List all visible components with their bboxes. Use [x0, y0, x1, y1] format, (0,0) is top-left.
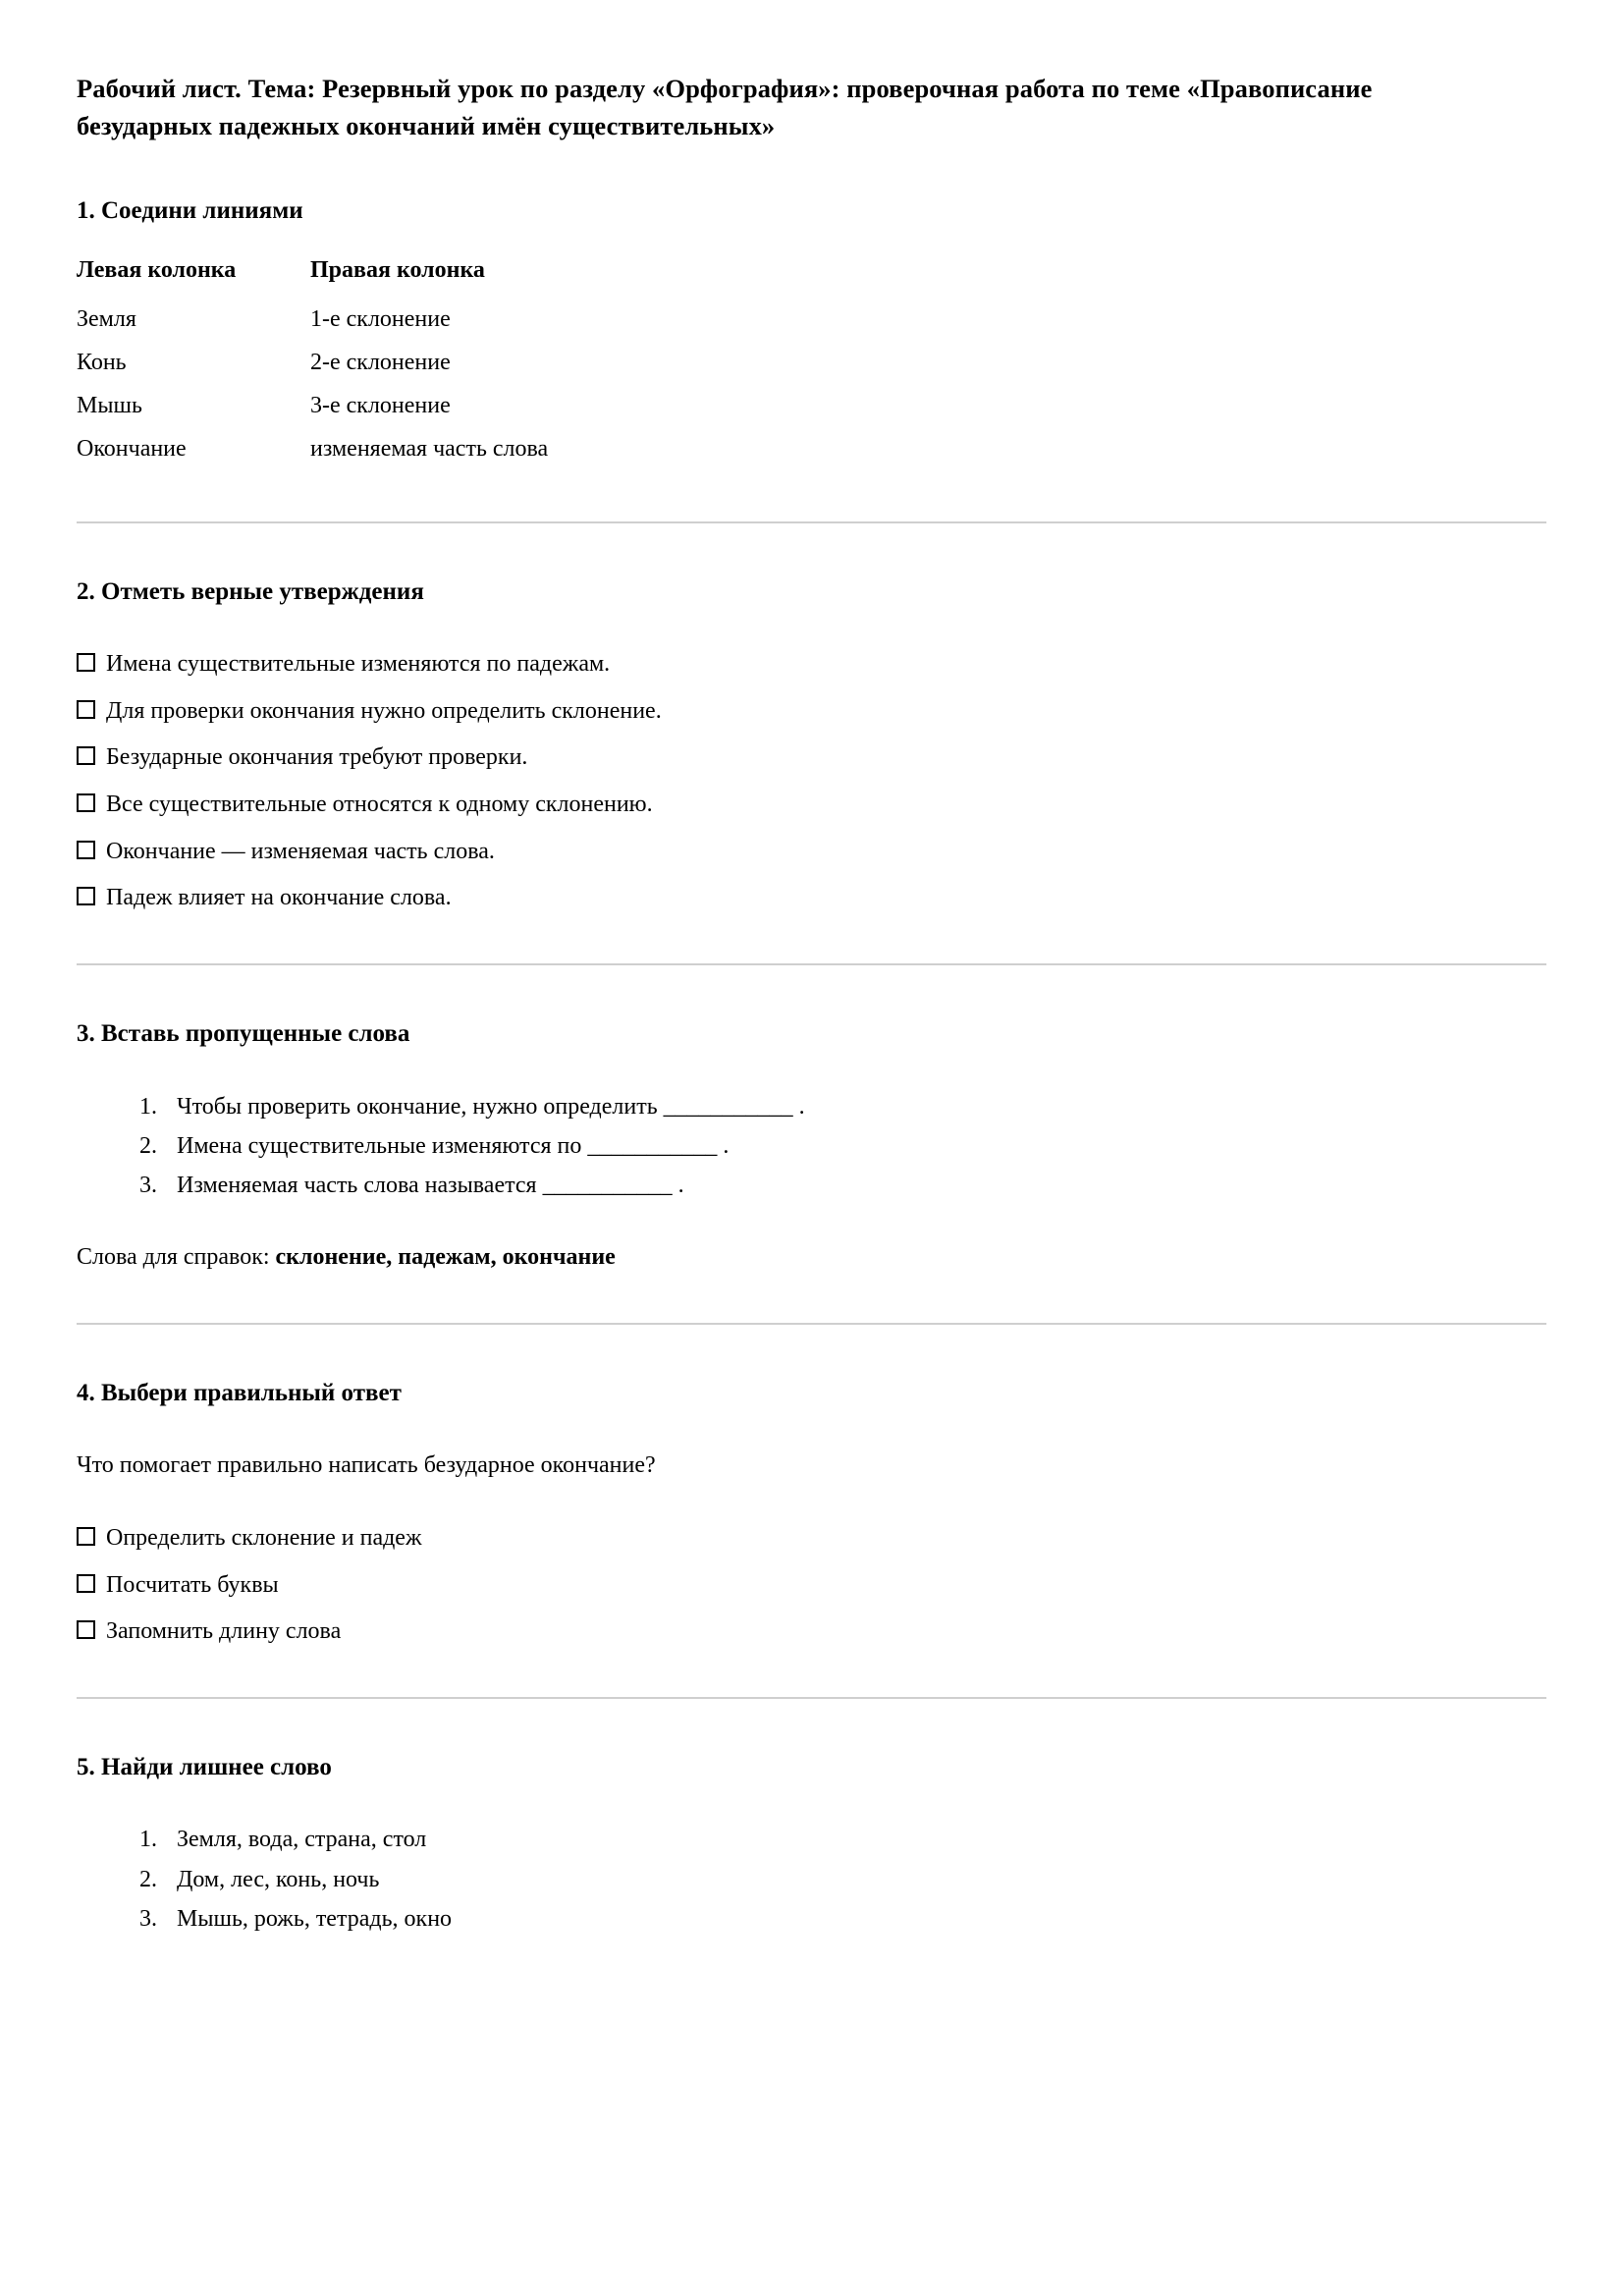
list-item[interactable] — [77, 837, 1546, 884]
odd-word-text: Мышь, рожь, тетрадь, окно — [177, 1905, 453, 1932]
spacer — [77, 1783, 1546, 1825]
fill-blank-text: Имена существительные изменяются по ___________ . — [177, 1132, 730, 1159]
spacer — [77, 1051, 1546, 1092]
list-item[interactable] — [163, 1865, 1546, 1904]
divider-container — [77, 1274, 1546, 1378]
section-odd-one-out — [77, 1752, 1546, 1935]
list-item[interactable] — [163, 1131, 1546, 1171]
checkbox-icon[interactable] — [77, 700, 95, 719]
list-item[interactable] — [163, 1092, 1546, 1131]
section-4-heading: 4. Выбери правильный ответ — [77, 1379, 402, 1406]
statement-label: Безударные окончания требуют проверки. — [106, 744, 528, 771]
checkbox-icon[interactable] — [77, 1620, 95, 1639]
spacer — [77, 1409, 1546, 1450]
reference-words-label: Слова для справок: — [77, 1244, 276, 1271]
checkbox-icon[interactable] — [77, 793, 95, 812]
section-divider — [77, 1697, 1546, 1699]
section-4-question: Что помогает правильно написать безударное окончание? — [77, 1452, 656, 1479]
divider-container — [77, 1648, 1546, 1752]
odd-word-list — [77, 1825, 1546, 1935]
section-1-heading: 1. Соедини линиями — [77, 197, 303, 225]
list-item[interactable] — [77, 649, 1546, 696]
list-item[interactable] — [77, 883, 1546, 914]
spacer — [77, 1201, 1546, 1242]
page-title: Рабочий лист. Тема: Резервный урок по разделу «Орфография»: проверочная работа по теме «Правописание безударных падежных окончаний имён существительных» — [77, 74, 1373, 140]
statement-label: Имена существительные изменяются по падежам. — [106, 651, 611, 677]
statement-label: Для проверки окончания нужно определить склонение. — [106, 697, 662, 724]
match-table-head — [77, 255, 548, 299]
section-5-heading: 5. Найди лишнее слово — [77, 1753, 332, 1780]
match-right-item[interactable]: 2-е склонение — [310, 349, 451, 375]
spacer — [77, 1482, 1546, 1523]
table-row[interactable] — [77, 299, 548, 342]
statement-label: Все существительные относятся к одному склонению. — [106, 792, 653, 818]
odd-word-text: Дом, лес, конь, ночь — [177, 1866, 380, 1892]
section-fill-blanks — [77, 1018, 1546, 1274]
section-divider — [77, 963, 1546, 965]
table-row[interactable] — [77, 385, 548, 428]
spacer — [77, 608, 1546, 649]
list-item[interactable] — [163, 1904, 1546, 1935]
list-item[interactable] — [77, 742, 1546, 790]
list-item[interactable] — [77, 1570, 1546, 1617]
divider-container — [77, 472, 1546, 576]
spacer — [77, 144, 1546, 195]
answer-option-label: Посчитать буквы — [106, 1571, 279, 1598]
match-left-item[interactable]: Мышь — [77, 393, 142, 419]
section-match-lines — [77, 195, 1546, 471]
checkbox-icon[interactable] — [77, 746, 95, 765]
statement-label: Окончание — изменяемая часть слова. — [106, 838, 495, 864]
section-2-heading: 2. Отметь верные утверждения — [77, 577, 424, 605]
table-row[interactable] — [77, 428, 548, 471]
match-table-body — [77, 299, 548, 472]
section-divider — [77, 521, 1546, 523]
section-divider — [77, 1323, 1546, 1325]
answer-option-list — [77, 1523, 1546, 1648]
fill-blank-text: Чтобы проверить окончание, нужно определить ___________ . — [177, 1093, 805, 1120]
match-left-column-header: Левая колонка — [77, 256, 237, 283]
answer-option-label: Определить склонение и падеж — [106, 1524, 422, 1551]
match-left-item[interactable]: Конь — [77, 349, 127, 375]
list-item[interactable] — [77, 1523, 1546, 1570]
match-left-item[interactable]: Земля — [77, 305, 136, 332]
list-item[interactable] — [163, 1171, 1546, 1201]
match-right-item[interactable]: 1-е склонение — [310, 305, 451, 332]
checkbox-icon[interactable] — [77, 841, 95, 859]
checkbox-icon[interactable] — [77, 1574, 95, 1593]
list-item[interactable] — [77, 1616, 1546, 1648]
match-right-item[interactable]: 3-е склонение — [310, 393, 451, 419]
section-choose-answer — [77, 1378, 1546, 1648]
reference-words-value: склонение, падежам, окончание — [275, 1244, 616, 1271]
odd-word-text: Земля, вода, страна, стол — [177, 1827, 427, 1853]
match-right-item[interactable]: изменяемая часть слова — [310, 436, 549, 463]
list-item[interactable] — [77, 696, 1546, 743]
list-item[interactable] — [77, 790, 1546, 837]
match-table — [77, 255, 548, 472]
statement-label: Падеж влияет на окончание слова. — [106, 885, 452, 911]
divider-container — [77, 914, 1546, 1018]
checkbox-icon[interactable] — [77, 1527, 95, 1546]
section-true-statements — [77, 576, 1546, 915]
answer-option-label: Запомнить длину слова — [106, 1618, 342, 1645]
table-header-row — [77, 255, 548, 299]
fill-blank-text: Изменяемая часть слова называется ___________ . — [177, 1172, 684, 1198]
fill-blank-list — [77, 1092, 1546, 1202]
reference-words-line — [77, 1242, 1546, 1274]
checkbox-icon[interactable] — [77, 653, 95, 672]
table-row[interactable] — [77, 342, 548, 385]
list-item[interactable] — [163, 1825, 1546, 1864]
statement-checkbox-list — [77, 649, 1546, 914]
checkbox-icon[interactable] — [77, 887, 95, 905]
match-right-column-header: Правая колонка — [310, 256, 485, 283]
match-left-item[interactable]: Окончание — [77, 436, 187, 463]
section-3-heading: 3. Вставь пропущенные слова — [77, 1020, 410, 1048]
